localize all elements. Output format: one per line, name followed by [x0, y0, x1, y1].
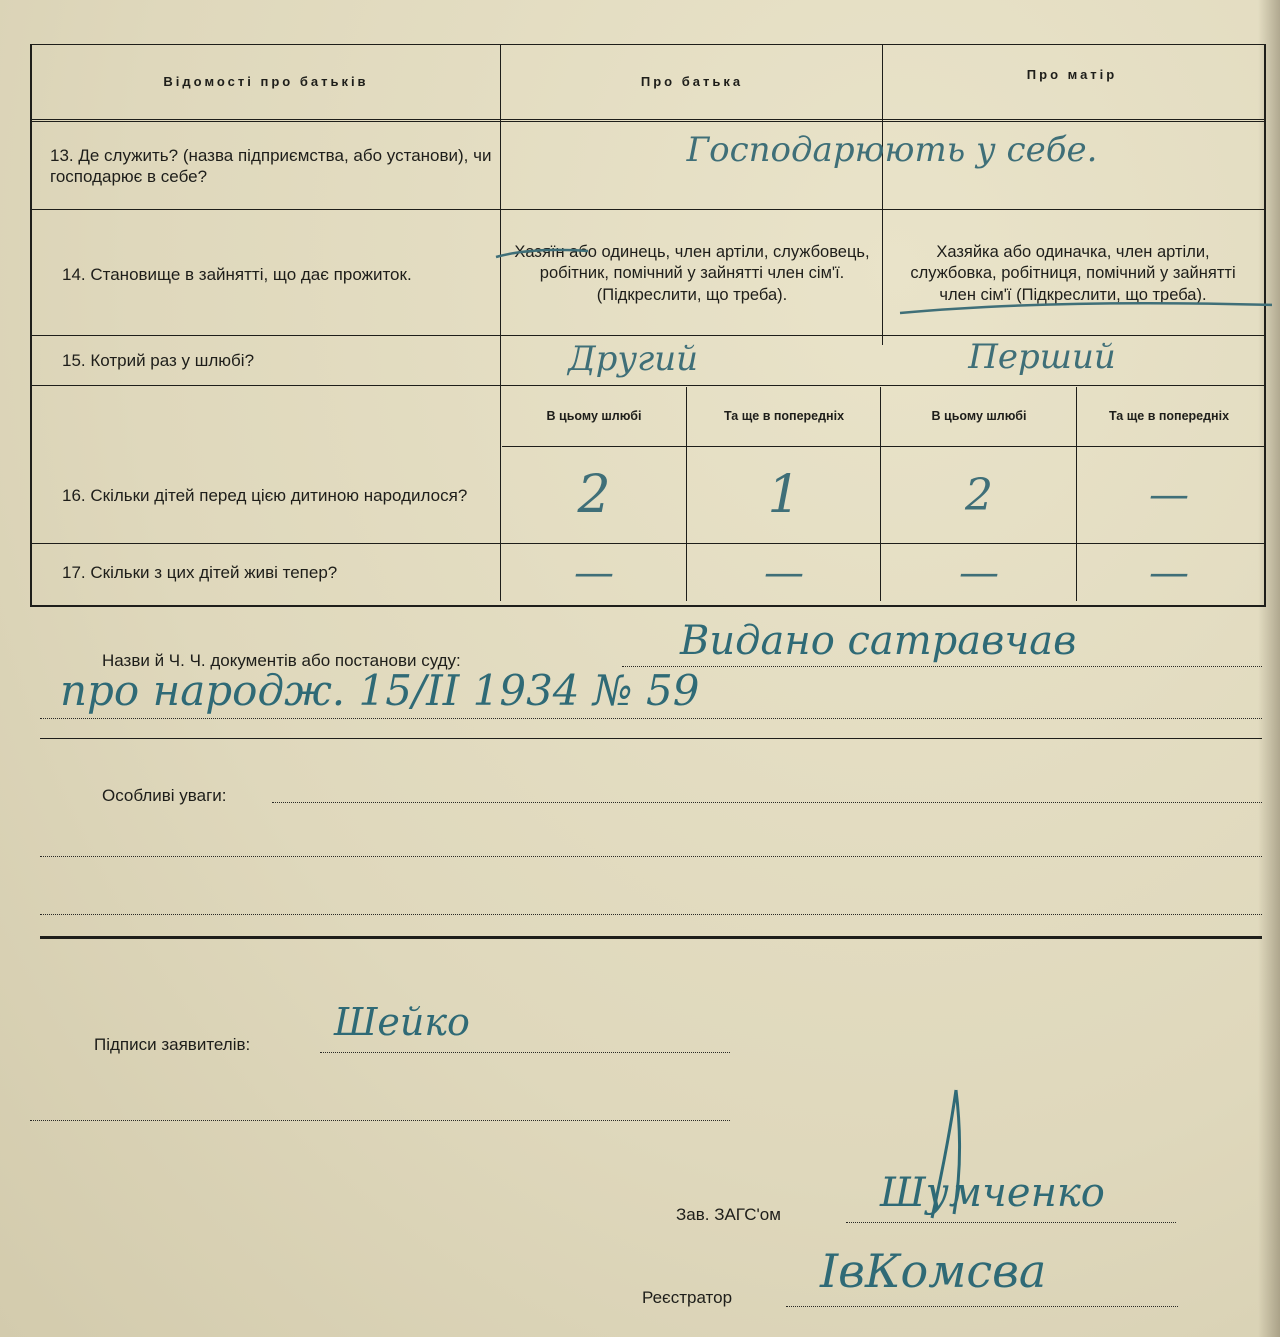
handwritten-underline-marks	[492, 221, 1272, 321]
question-14-label: 14. Становище в зайнятті, що дає прожиток.	[62, 265, 412, 285]
documents-line-2	[40, 718, 1262, 719]
question-16-label: 16. Скільки дітей перед цією дитиною народилося?	[62, 486, 468, 506]
q16-mother-this-marriage-header: В цьому шлюбі	[931, 408, 1027, 423]
zags-head-signature-stroke	[910, 1086, 990, 1226]
header-about-mother: Про матір	[1026, 66, 1118, 82]
remarks-line-3	[40, 914, 1262, 915]
documents-handwritten-line-1: Видано сатравчав	[680, 618, 1077, 664]
question-13-answer: Господарюють у себе.	[686, 129, 1098, 170]
q16-father-previous-value: 1	[767, 464, 801, 525]
question-13-label: 13. Де служить? (назва підприємства, або установи), чи господарює в себе?	[50, 145, 492, 186]
q17-mother-previous-value: —	[1149, 550, 1189, 596]
row-divider	[32, 543, 1264, 544]
question-14-mother-options: Хазяйка або одиначка, член артіли, службовка, робітниця, помічний у зайнятті член сім'ї (Підкреслити, що треба).	[910, 243, 1236, 304]
applicants-signature-line	[320, 1052, 730, 1053]
header-parents-info: Відомості про батьків	[163, 73, 369, 89]
q16-mother-previous-header: Та ще в попередніх	[1108, 408, 1230, 423]
question-14-father-options: Хазяїн або одинець, член артіли, службовець, робітник, помічний у зайнятті член сім'ї. (Підкреслити, що треба).	[514, 243, 870, 304]
column-divider	[880, 387, 881, 601]
row-divider	[32, 119, 1264, 122]
column-divider	[1076, 387, 1077, 601]
q16-mother-previous-value: —	[1149, 472, 1189, 518]
row-divider	[32, 209, 1264, 210]
column-divider	[686, 387, 687, 601]
registrar-label: Реєстратор	[642, 1288, 733, 1307]
q17-mother-this-value: —	[959, 550, 999, 596]
remarks-section-rule	[40, 936, 1262, 939]
q17-father-this-value: —	[574, 550, 614, 596]
remarks-line-2	[40, 856, 1262, 857]
registrar-signature: ІвКомсва	[820, 1244, 1047, 1298]
remarks-label: Особливі уваги:	[102, 786, 227, 805]
zags-head-signature: Шумченко	[880, 1170, 1105, 1216]
row-divider	[32, 385, 1264, 386]
applicants-signature-label: Підписи заявителів:	[94, 1035, 251, 1054]
q16-father-this-value: 2	[577, 464, 611, 525]
row-divider	[502, 446, 1264, 447]
question-15-label: 15. Котрий раз у шлюбі?	[62, 351, 255, 371]
registrar-signature-line	[786, 1306, 1178, 1307]
zags-head-signature-line	[846, 1222, 1176, 1223]
documents-line-1	[622, 666, 1262, 667]
question-17-label: 17. Скільки з цих дітей живі тепер?	[62, 563, 338, 583]
q16-father-this-marriage-header: В цьому шлюбі	[546, 408, 642, 423]
header-about-father: Про батька	[640, 73, 744, 89]
question-15-mother-answer: Перший	[968, 336, 1116, 377]
question-15-father-answer: Другий	[567, 338, 699, 379]
documents-handwritten-line-2: про народж. 15/ІІ 1934 № 59	[60, 666, 700, 715]
q16-father-previous-header: Та ще в попередніх	[723, 408, 845, 423]
column-divider	[500, 45, 501, 601]
applicant-signature: Шейко	[334, 1000, 470, 1044]
parents-info-table	[30, 44, 1266, 607]
documents-label: Назви й Ч. Ч. документів або постанови суду:	[102, 651, 461, 670]
applicants-signature-line-2	[30, 1120, 730, 1121]
remarks-line-1	[272, 802, 1262, 803]
q16-mother-this-value: 2	[965, 469, 993, 521]
documents-section-rule	[40, 738, 1262, 739]
zags-head-label: Зав. ЗАГС'ом	[676, 1205, 781, 1224]
q17-father-previous-value: —	[764, 550, 804, 596]
